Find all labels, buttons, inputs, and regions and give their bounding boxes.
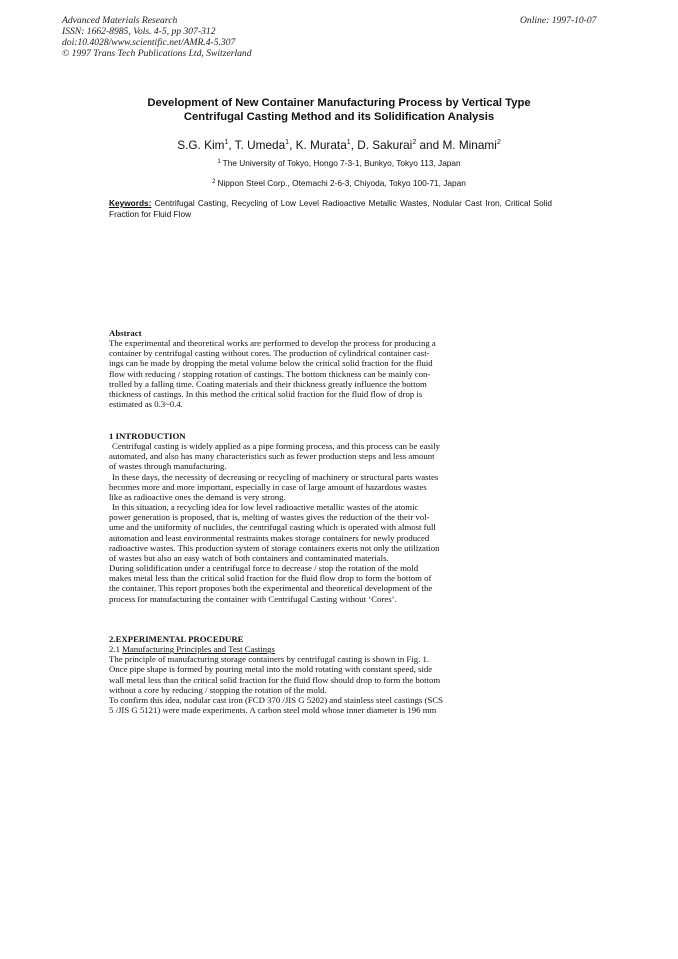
author-affiliation-mark: 2 [496,139,501,146]
text-line: process for manufacturing the container with Centrifugal Casting without ‘Cores’. [109,593,397,604]
title-line: Centrifugal Casting Method and its Solidification Analysis [183,110,495,123]
experimental-section [109,634,529,715]
abstract-section [109,328,529,409]
text-line: ings can be made by dropping the metal volume below the critical solid fraction for the fluid [109,358,433,369]
paper-title [90,97,588,124]
text-line: wall metal less than the critical solid fraction for the fluid flow should drop to form the bottom [109,674,441,685]
keywords-text: Centrifugal Casting, Recycling of Low Level Radioactive Metallic Wastes, Nodular Cast Iron, Critical Solid Fraction for Fluid Flow [109,198,553,219]
author-affiliation-mark: 1 [224,139,229,146]
author-separator: and [416,138,443,152]
author-separator: , [350,138,358,152]
abstract-body [109,338,529,409]
title-line: Development of New Container Manufacturing Process by Vertical Type [147,97,531,109]
text-line: estimated as 0.3~0.4. [109,399,183,410]
author-name: M. Minami [442,138,497,152]
affiliation-text: Nippon Steel Corp., Otemachi 2-6-3, Chiyoda, Tokyo 100-71, Japan [217,178,466,188]
author-name: S.G. Kim [177,138,225,152]
author-separator: , [228,138,235,152]
text-line: flow with reducing / stopping rotation of castings. The bottom thickness can be mainly con- [109,368,431,379]
experimental-heading: 2.EXPERIMENTAL PROCEDURE [109,634,244,644]
subsection-heading [109,644,529,654]
text-line: In these days, the necessity of decreasing or recycling of machinery or structural parts wastes [112,471,439,482]
affiliation-mark: 2 [212,179,216,185]
text-line: makes metal less than the critical solid fraction for the fluid flow drop to form the bottom of [109,573,432,584]
author-affiliation-mark: 2 [412,139,417,146]
text-line: radioactive wastes. This production system of storage containers exerts not only the utilization [109,542,440,553]
text-line: of wastes through manufacturing. [109,461,227,472]
author-list [90,136,588,152]
affiliation [90,157,588,168]
author-affiliation-mark: 1 [285,139,290,146]
author-name: T. Umeda [234,138,286,152]
text-line: The principle of manufacturing storage containers by centrifugal casting is shown in Fig. 1. [109,654,430,665]
text-line: power generation is proposed, that is, melting of wastes gives the reduction of the their vol- [109,512,430,523]
author-separator: , [289,138,296,152]
text-line: In this situation, a recycling idea for low level radioactive metallic wastes of the atomic [112,502,419,513]
affiliation-text: The University of Tokyo, Hongo 7-3-1, Bunkyo, Tokyo 113, Japan [222,158,461,168]
online-date: Online: 1997-10-07 [520,15,597,26]
journal-doi: doi:10.4028/www.scientific.net/AMR.4-5.307 [62,37,236,48]
affiliation [90,177,588,188]
text-line: The experimental and theoretical works are performed to develop the process for producing a [109,338,436,349]
journal-header [62,15,252,59]
author-name: K. Murata [295,138,347,152]
text-line: During solidification under a centrifugal force to decrease / stop the rotation of the mold [109,563,419,574]
text-line: without a core by reducing / stopping the rotation of the mold. [109,684,327,695]
author-affiliation-mark: 1 [346,139,351,146]
journal-issn: ISSN: 1662-8985, Vols. 4-5, pp 307-312 [62,26,216,37]
text-line: automation and least environmental restraints makes storage containers for newly produced [109,532,430,543]
text-line: thickness of castings. In this method the critical solid fraction for the fluid flow of drop is [109,388,423,399]
text-line: Once pipe shape is formed by pouring metal into the mold rotating with constant speed, side [109,664,433,675]
journal-name: Advanced Materials Research [62,15,178,26]
affiliation-mark: 1 [217,159,221,165]
text-line: of wastes but also an easy watch of both containers and contaminated materials. [109,552,389,563]
subsection-number: 2.1 [109,644,120,655]
subsection-title: Manufacturing Principles and Test Castings [122,644,275,655]
text-line: trolled by a falling time. Coating materials and their thickness greatly influence the bottom [109,378,427,389]
text-line: Centrifugal casting is widely applied as a pipe forming process, and this process can be easily [112,441,441,452]
abstract-heading: Abstract [109,328,142,338]
text-line: container by centrifugal casting without cores. The production of cylindrical container cast- [109,348,430,359]
text-line: like as radioactive ones the demand is very strong. [109,491,286,502]
experimental-body [109,654,529,715]
keywords [109,198,552,219]
text-line: To confirm this idea, nodular cast iron (FCD 370 /JIS G 5202) and stainless steel castings (SCS [109,694,444,705]
introduction-heading: 1 INTRODUCTION [109,431,186,441]
text-line: becomes more and more important, especially in case of large amount of hazardous wastes [109,481,427,492]
introduction-body [109,441,529,604]
text-line: the container. This report proposes both the experimental and theoretical development of the [109,583,433,594]
text-line: ume and the uniformity of nuclides, the centrifugal casting which is operated with almost full [109,522,436,533]
journal-copyright: © 1997 Trans Tech Publications Ltd, Switzerland [62,48,252,59]
text-line: automated, and also has many characteristics such as fewer production steps and less amount [109,451,435,462]
text-line: 5 /JIS G 5121) were made experiments. A carbon steel mold whose inner diameter is 196 mm [109,705,437,716]
keywords-label: Keywords: [109,198,152,208]
author-name: D. Sakurai [357,138,413,152]
introduction-section [109,431,529,604]
